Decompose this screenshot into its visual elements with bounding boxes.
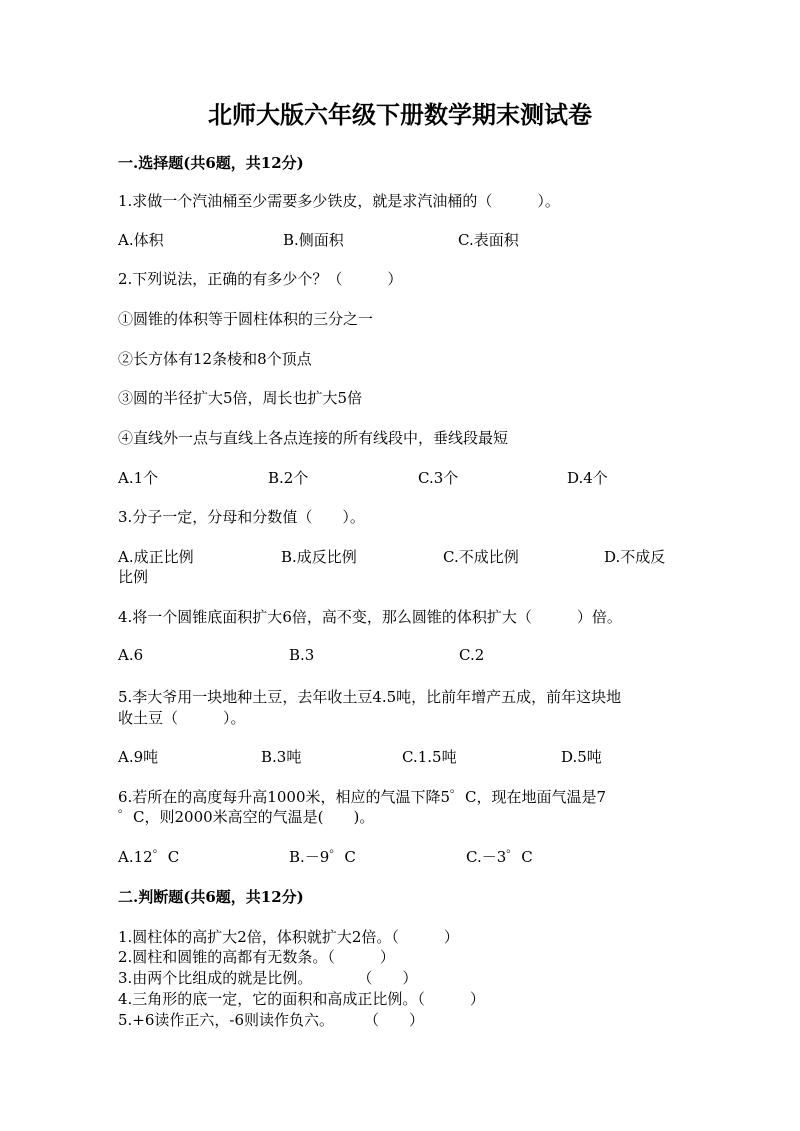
question-1: 1.求做一个汽油桶至少需要多少铁皮，就是求汽油桶的（ ）。 xyxy=(118,192,560,210)
question-5-line-2: 收土豆（ ）。 xyxy=(118,709,246,727)
q2-statement-4: ④直线外一点与直线上各点连接的所有线段中，垂线段最短 xyxy=(118,429,509,447)
question-6-line-1: 6.若所在的高度每升高1000米，相应的气温下降5゜C，现在地面气温是7 xyxy=(118,788,607,806)
q5-option-d: D.5吨 xyxy=(561,748,602,766)
q4-option-c: C.2 xyxy=(459,646,485,664)
question-6-line-2: ゜C，则2000米高空的气温是( )。 xyxy=(118,808,375,826)
q2-statement-2: ②长方体有12条棱和8个顶点 xyxy=(118,350,312,368)
q5-option-b: B.3吨 xyxy=(261,748,302,766)
question-5-line-1: 5.李大爷用一块地种土豆，去年收土豆4.5吨，比前年增产五成，前年这块地 xyxy=(118,688,622,706)
section-heading-judgment: 二.判断题(共6题，共12分) xyxy=(118,888,304,906)
question-2: 2.下列说法，正确的有多少个？（ ） xyxy=(118,270,403,288)
q3-option-b: B.成反比例 xyxy=(281,548,357,566)
q3-option-c: C.不成比例 xyxy=(443,548,519,566)
q3-option-a: A.成正比例 xyxy=(118,548,194,566)
question-3: 3.分子一定，分母和分数值（ ）。 xyxy=(118,508,365,526)
q3-option-d: D.不成反 xyxy=(604,548,666,566)
q4-option-b: B.3 xyxy=(289,646,315,664)
judgment-item-2: 2.圆柱和圆锥的高都有无数条。（ ） xyxy=(118,948,395,966)
judgment-item-4: 4.三角形的底一定，它的面积和高成正比例。（ ） xyxy=(118,990,485,1008)
section-heading-choice: 一.选择题(共6题，共12分) xyxy=(118,154,304,172)
q5-option-c: C.1.5吨 xyxy=(402,748,457,766)
q6-option-b: B.－9゜C xyxy=(289,848,356,866)
question-4: 4.将一个圆锥底面积扩大6倍，高不变，那么圆锥的体积扩大（ ）倍。 xyxy=(118,608,622,626)
q6-option-c: C.－3゜C xyxy=(466,848,533,866)
q2-option-a: A.1个 xyxy=(118,469,159,487)
q2-option-b: B.2个 xyxy=(268,469,309,487)
q4-option-a: A.6 xyxy=(118,646,144,664)
judgment-item-1: 1.圆柱体的高扩大2倍，体积就扩大2倍。（ ） xyxy=(118,928,459,946)
q6-option-a: A.12゜C xyxy=(118,848,180,866)
q2-statement-3: ③圆的半径扩大5倍，周长也扩大5倍 xyxy=(118,389,363,407)
judgment-item-3: 3.由两个比组成的就是比例。 （ ） xyxy=(118,969,418,987)
q3-option-d-continuation: 比例 xyxy=(118,568,149,586)
q2-option-c: C.3个 xyxy=(418,469,459,487)
q2-option-d: D.4个 xyxy=(567,469,608,487)
q1-option-a: A.体积 xyxy=(118,231,164,249)
q1-option-c: C.表面积 xyxy=(458,231,519,249)
q1-option-b: B.侧面积 xyxy=(283,231,344,249)
judgment-item-5: 5.+6读作正六，-6则读作负六。 （ ） xyxy=(118,1011,425,1029)
q2-statement-1: ①圆锥的体积等于圆柱体积的三分之一 xyxy=(118,310,374,328)
page-title: 北师大版六年级下册数学期末测试卷 xyxy=(208,100,592,129)
q5-option-a: A.9吨 xyxy=(118,748,159,766)
